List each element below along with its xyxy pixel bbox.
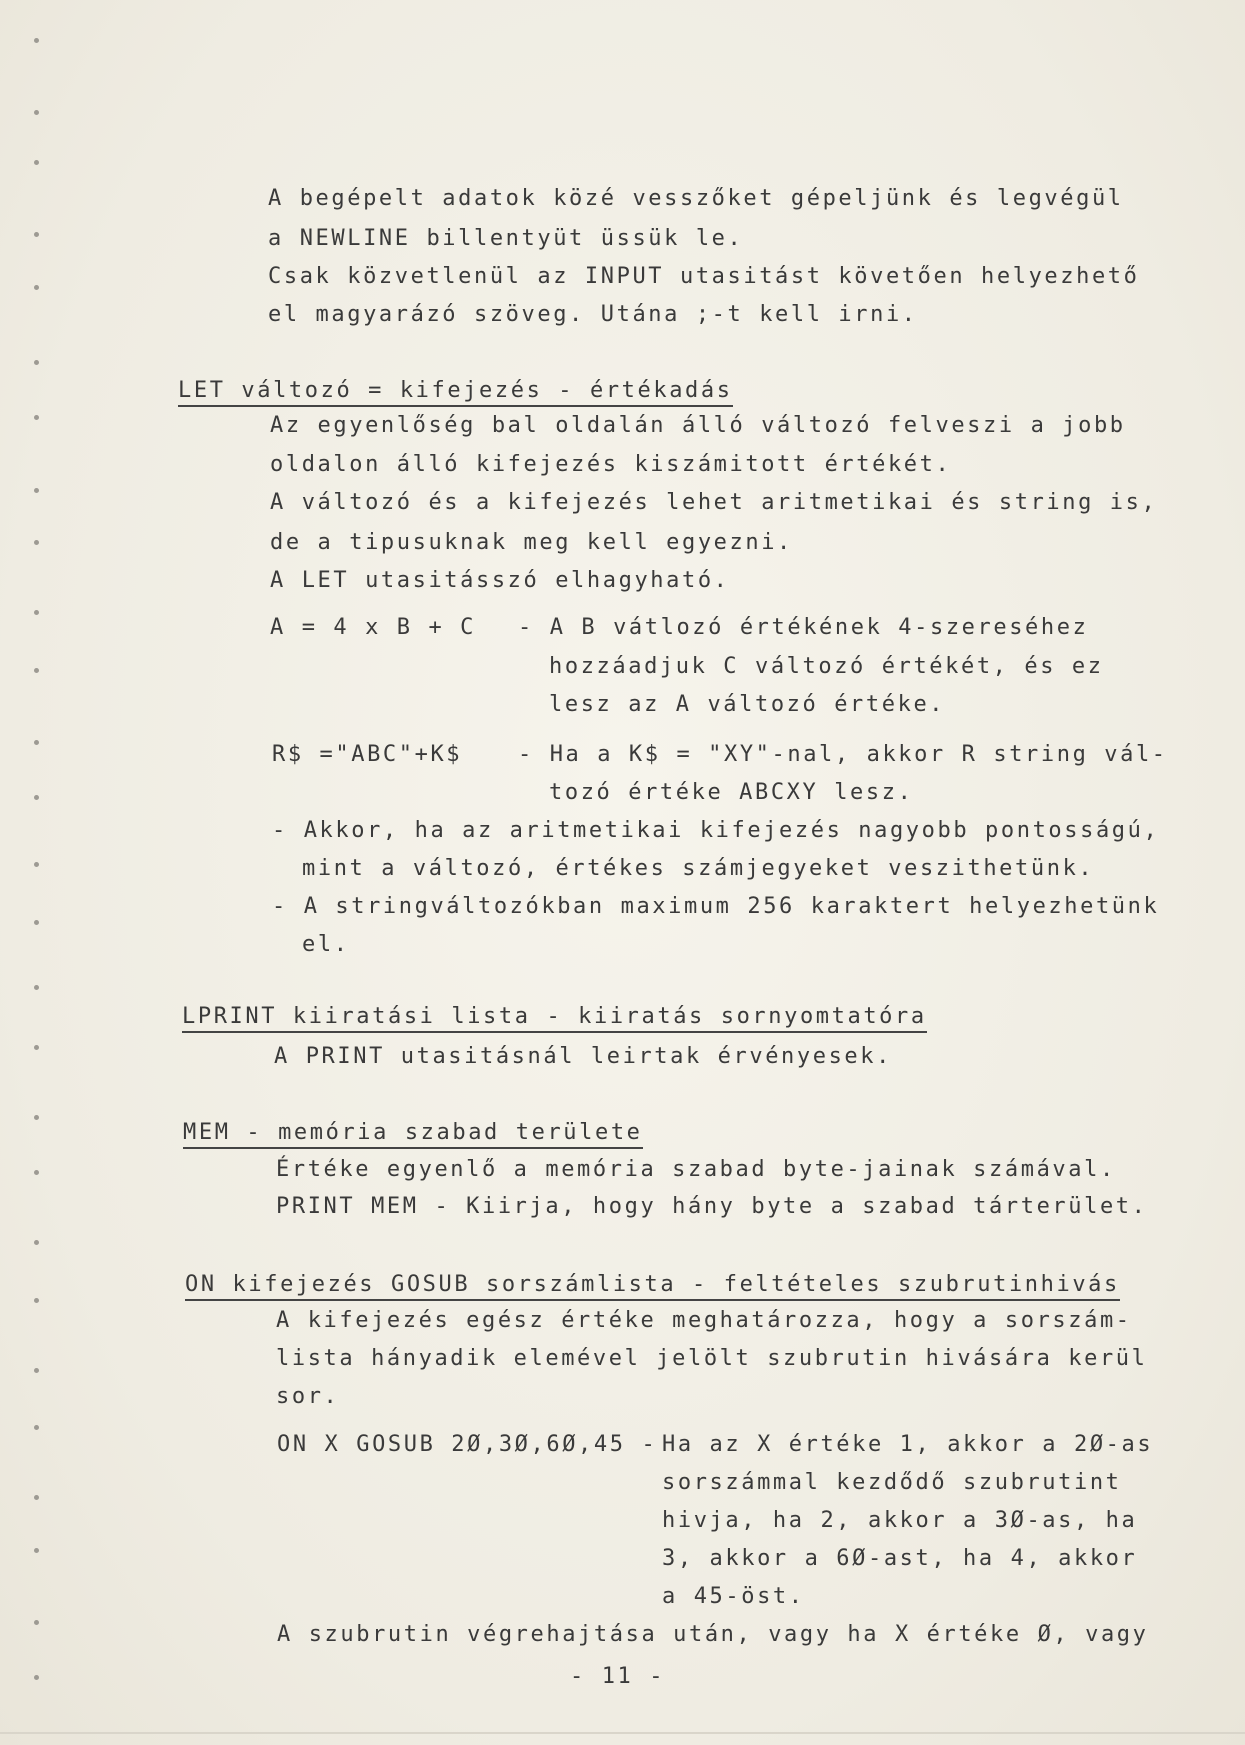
on-example-desc: hivja, ha 2, akkor a 3Ø-as, ha <box>662 1508 1138 1533</box>
let-example-desc: lesz az A változó értéke. <box>549 692 946 717</box>
hole-dot <box>34 1368 39 1373</box>
hole-dot <box>34 415 39 420</box>
let-line: Az egyenlőség bal oldalán álló változó felveszi a jobb <box>270 413 1126 438</box>
let-example-desc: hozzáadjuk C változó értékét, és ez <box>549 654 1104 679</box>
let-example-desc: - A B vátlozó értékének 4-szereséhez <box>518 615 1089 640</box>
page-number: - 11 - <box>570 1664 666 1689</box>
let-example-desc: tozó értéke ABCXY lesz. <box>549 780 914 805</box>
hole-dot <box>34 160 39 165</box>
let-note: el. <box>302 932 350 957</box>
let-example-code: A = 4 x B + C <box>270 615 476 640</box>
hole-dot <box>34 38 39 43</box>
intro-line: Csak közvetlenül az INPUT utasitást követően helyezhető <box>268 264 1140 289</box>
hole-dot <box>34 1170 39 1175</box>
let-line: oldalon álló kifejezés kiszámitott értékét. <box>270 452 952 477</box>
hole-dot <box>34 285 39 290</box>
on-example-desc: sorszámmal kezdődő szubrutint <box>662 1470 1122 1495</box>
hole-dot <box>34 1240 39 1245</box>
hole-dot <box>34 610 39 615</box>
on-last-line: A szubrutin végrehajtása után, vagy ha X értéke Ø, vagy <box>277 1622 1149 1647</box>
hole-dot <box>34 862 39 867</box>
mem-line: Értéke egyenlő a memória szabad byte-jainak számával. <box>276 1157 1116 1182</box>
hole-dot <box>34 360 39 365</box>
section-heading-let: LET változó = kifejezés - értékadás <box>178 378 733 407</box>
hole-dot <box>34 1495 39 1500</box>
section-heading-mem: MEM - memória szabad területe <box>183 1120 643 1149</box>
hole-dot <box>34 540 39 545</box>
hole-dot <box>34 110 39 115</box>
on-line: sor. <box>276 1384 340 1409</box>
hole-dot <box>34 740 39 745</box>
let-line: A változó és a kifejezés lehet aritmetikai és string is, <box>270 490 1158 515</box>
let-example-desc: - Ha a K$ = "XY"-nal, akkor R string vál- <box>518 742 1168 767</box>
hole-dot <box>34 232 39 237</box>
hole-dot <box>34 1045 39 1050</box>
hole-dot <box>34 1115 39 1120</box>
punch-hole-margin <box>28 0 48 1745</box>
mem-line: PRINT MEM - Kiirja, hogy hány byte a szabad tárterület. <box>276 1194 1148 1219</box>
let-line: A LET utasitásszó elhagyható. <box>270 568 730 593</box>
let-line: de a tipusuknak meg kell egyezni. <box>270 530 793 555</box>
lprint-line: A PRINT utasitásnál leirtak érvényesek. <box>274 1044 892 1069</box>
hole-dot <box>34 488 39 493</box>
on-example-desc: Ha az X értéke 1, akkor a 2Ø-as <box>662 1432 1154 1457</box>
page-bottom-edge <box>0 1732 1245 1734</box>
on-example-desc: 3, akkor a 6Ø-ast, ha 4, akkor <box>662 1546 1138 1571</box>
intro-line: a NEWLINE billentyüt üssük le. <box>268 226 744 251</box>
on-line: A kifejezés egész értéke meghatározza, hogy a sorszám- <box>276 1308 1132 1333</box>
on-line: lista hányadik elemével jelölt szubrutin hivására kerül <box>276 1346 1148 1371</box>
let-example-code: R$ ="ABC"+K$ <box>272 742 463 767</box>
on-example-desc: a 45-öst. <box>662 1584 805 1609</box>
intro-line: A begépelt adatok közé vesszőket gépeljünk és legvégül <box>268 186 1124 211</box>
hole-dot <box>34 668 39 673</box>
hole-dot <box>34 920 39 925</box>
hole-dot <box>34 1675 39 1680</box>
hole-dot <box>34 985 39 990</box>
section-heading-lprint: LPRINT kiiratási lista - kiiratás sornyomtatóra <box>182 1004 927 1033</box>
hole-dot <box>34 1620 39 1625</box>
hole-dot <box>34 1425 39 1430</box>
hole-dot <box>34 1298 39 1303</box>
let-note: mint a változó, értékes számjegyeket veszithetünk. <box>302 856 1095 881</box>
let-note: - A stringváltozókban maximum 256 karaktert helyezhetünk <box>272 894 1160 919</box>
hole-dot <box>34 795 39 800</box>
on-example-code: ON X GOSUB 2Ø,3Ø,6Ø,45 - <box>277 1432 658 1457</box>
intro-line: el magyarázó szöveg. Utána ;-t kell irni. <box>268 302 918 327</box>
let-note: - Akkor, ha az aritmetikai kifejezés nagyobb pontosságú, <box>272 818 1160 843</box>
hole-dot <box>34 1548 39 1553</box>
section-heading-on: ON kifejezés GOSUB sorszámlista - feltételes szubrutinhivás <box>185 1272 1120 1301</box>
